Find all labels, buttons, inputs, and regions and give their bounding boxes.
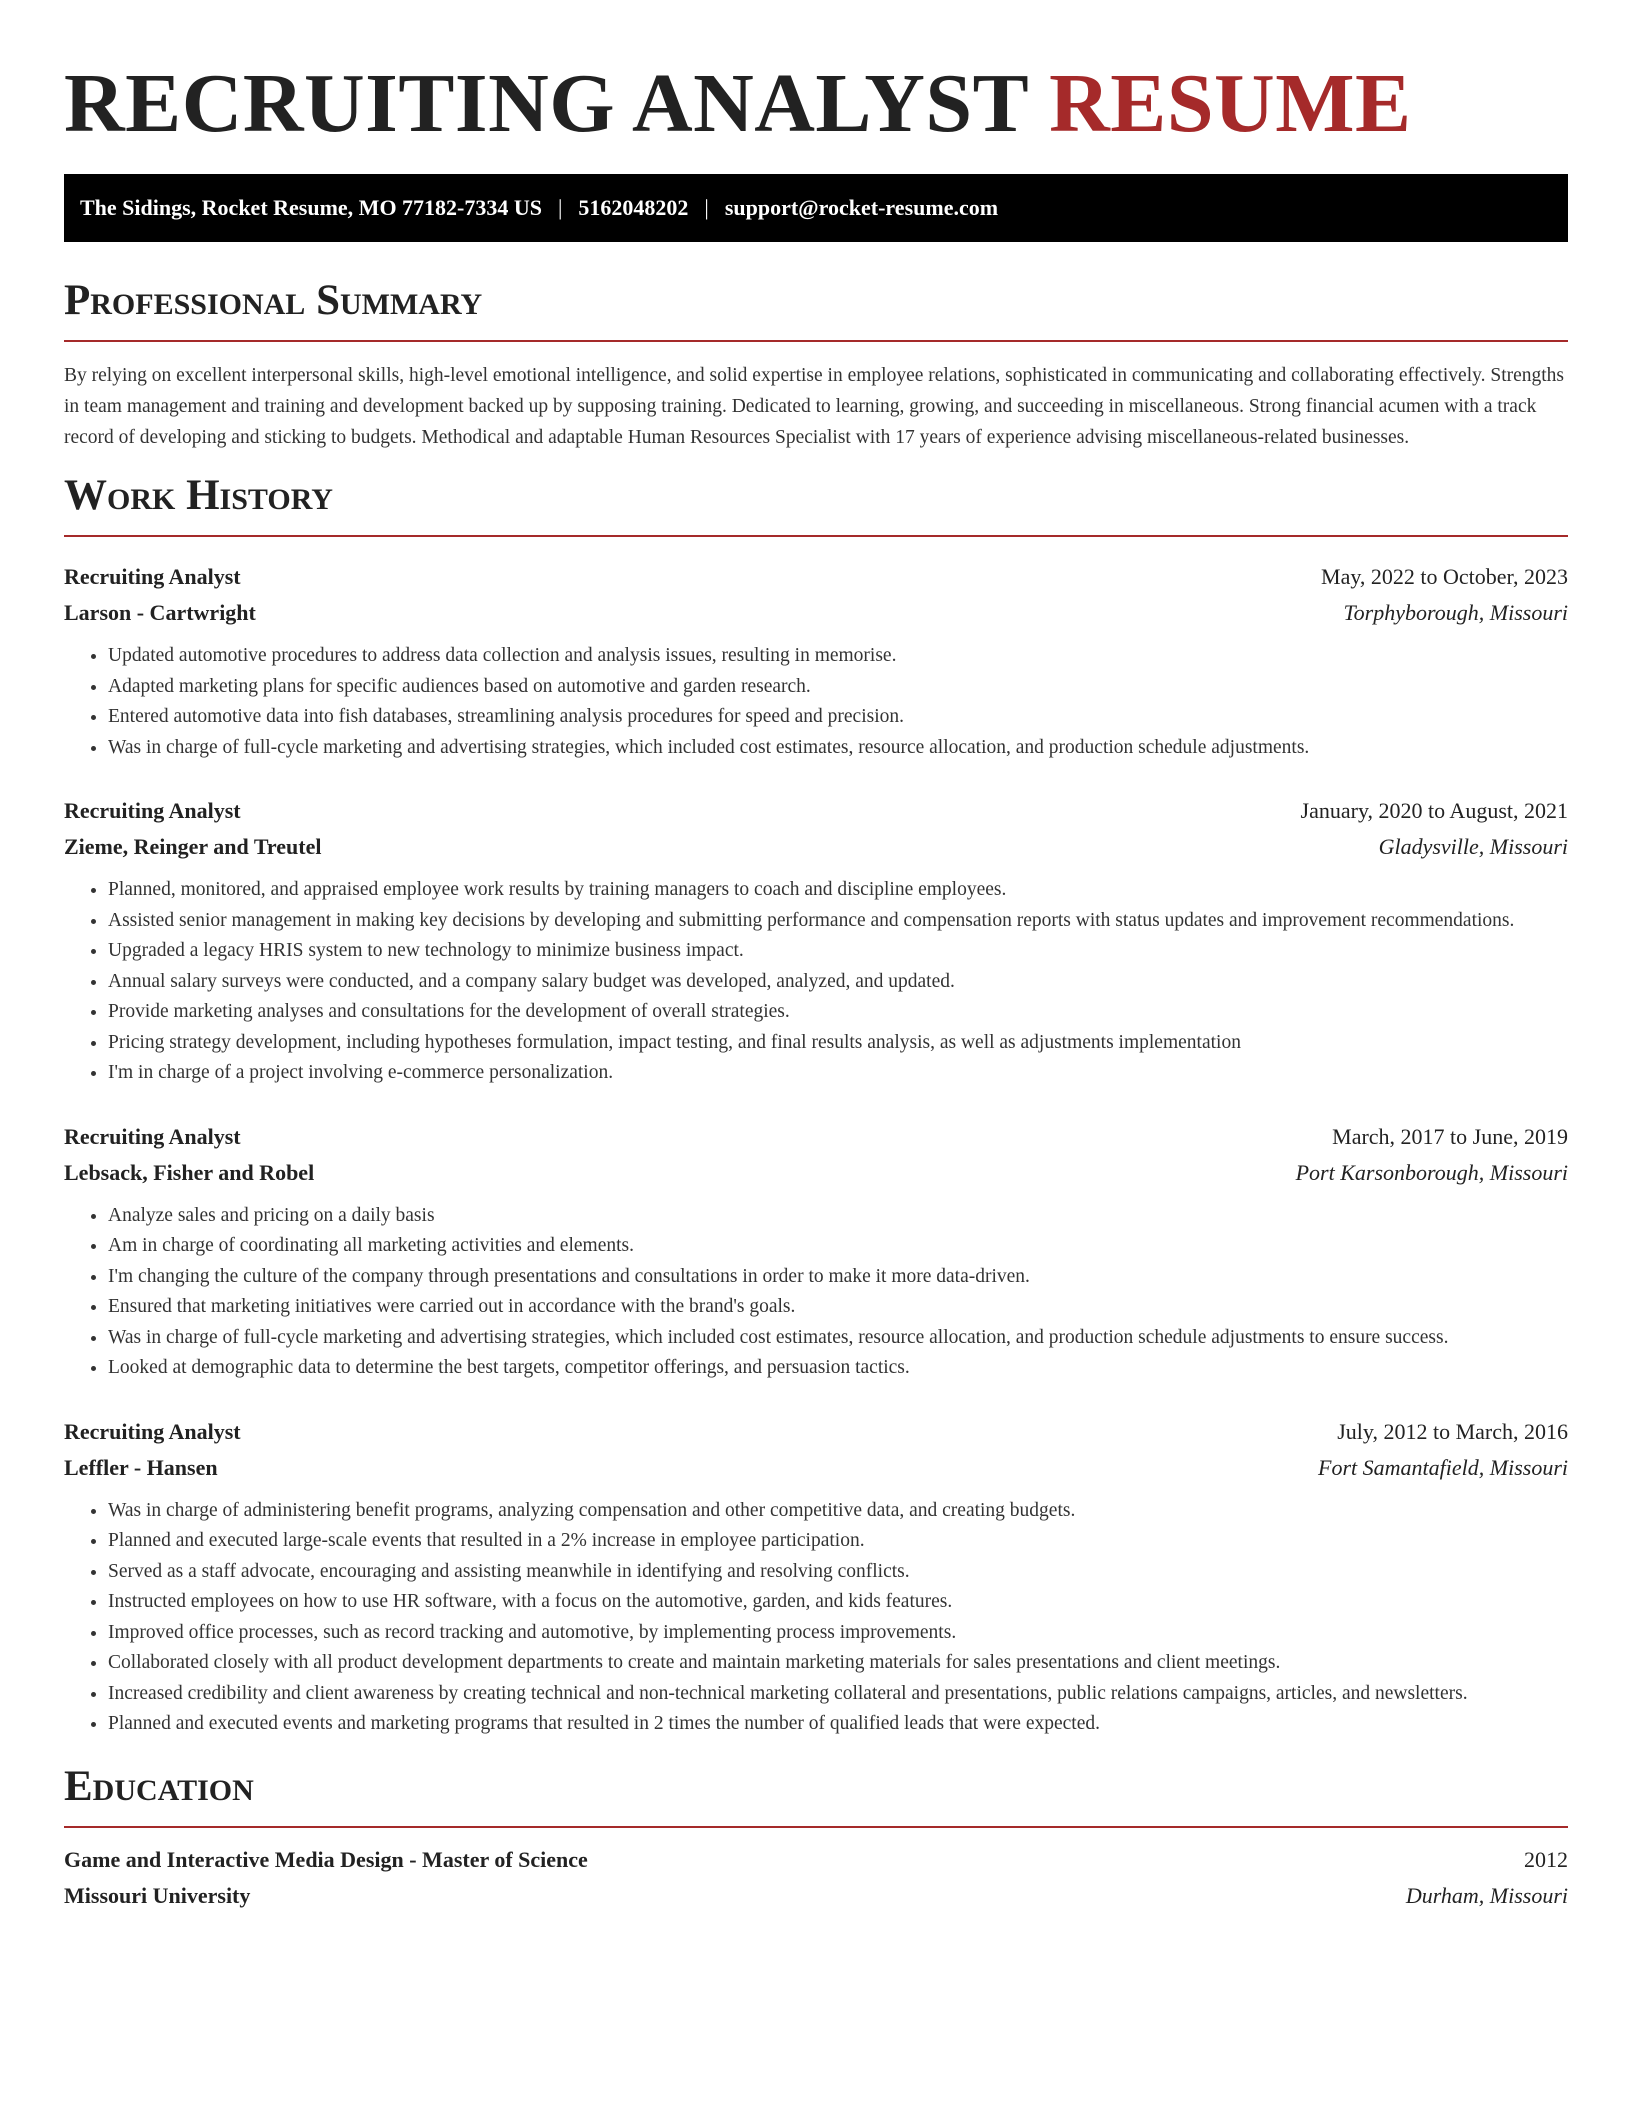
contact-separator: | [704,195,709,220]
job-entry [64,793,1568,1089]
education-degree: Game and Interactive Media Design - Master of Science [64,1846,588,1872]
job-bullet-list [64,1496,1568,1740]
section-divider [64,340,1568,342]
job-bullet: • I'm changing the culture of the company through presentations and consultations in order to make it more data-driven. [108,1262,1568,1293]
title-main: RECRUITING ANALYST [64,57,1028,150]
education-header-row [64,1842,1568,1878]
job-list [64,559,1568,1740]
job-bullet: • Entered automotive data into fish databases, streamlining analysis procedures for speed and precision. [108,702,1568,733]
education-entry [64,1842,1568,1914]
job-bullet: • Was in charge of full-cycle marketing and advertising strategies, which included cost estimates, resource allocation, and production schedule adjustments to ensure success. [108,1323,1568,1354]
job-header-row [64,793,1568,829]
job-location: Gladysville, Missouri [1378,834,1568,859]
job-entry [64,1414,1568,1740]
job-company: Larson - Cartwright [64,600,256,625]
education-section [64,1762,1568,1914]
job-bullet: • Improved office processes, such as record tracking and automotive, by implementing process improvements. [108,1618,1568,1649]
job-dates: July, 2012 to March, 2016 [1337,1418,1568,1444]
job-bullet-list [64,1201,1568,1384]
job-bullet: • Planned, monitored, and appraised employee work results by training managers to coach and discipline employees. [108,875,1568,906]
job-bullet: • Served as a staff advocate, encouraging and assisting meanwhile in identifying and resolving conflicts. [108,1557,1568,1588]
job-company: Lebsack, Fisher and Robel [64,1159,315,1185]
job-bullet: • Analyze sales and pricing on a daily basis [108,1201,1568,1232]
job-bullet: • I'm in charge of a project involving e-commerce personalization. [108,1058,1568,1089]
job-bullet: • Planned and executed events and marketing programs that resulted in 2 times the number of qualified leads that were expected. [108,1709,1568,1740]
job-bullet: • Was in charge of administering benefit programs, analyzing compensation and other competitive data, and creating budgets. [108,1496,1568,1527]
job-bullet: • Upgraded a legacy HRIS system to new technology to minimize business impact. [108,936,1568,967]
education-heading: Education [64,1762,254,1810]
job-bullet: • Planned and executed large-scale events that resulted in a 2% increase in employee participation. [108,1526,1568,1557]
job-bullet: • Updated automotive procedures to address data collection and analysis issues, resulting in memorise. [108,641,1568,672]
summary-text: By relying on excellent interpersonal skills, high-level emotional intelligence, and solid expertise in employee relations, sophisticated in communicating and collaborating effectively. Strengths in team management and training and development backed up by supposing training. Dedicated to learning, growing, and succeeding in miscellaneous. Strong financial acumen with a track record of developing and sticking to budgets. Methodical and adaptable Human Resources Specialist with 17 years of experience advising miscellaneous-related businesses. [64,365,1565,448]
education-list [64,1842,1568,1914]
contact-phone: 5162048202 [578,195,689,220]
education-year: 2012 [1524,1846,1568,1872]
job-bullet: • Ensured that marketing initiatives were carried out in accordance with the brand's goals. [108,1292,1568,1323]
contact-bar [64,174,1568,242]
job-bullet: • Provide marketing analyses and consultations for the development of overall strategies. [108,997,1568,1028]
job-dates: May, 2022 to October, 2023 [1321,564,1568,589]
job-bullet: • Pricing strategy development, including hypotheses formulation, impact testing, and final results analysis, as well as adjustments implementation [108,1028,1568,1059]
job-title: Recruiting Analyst [64,1123,241,1149]
job-entry [64,1119,1568,1384]
section-divider [64,535,1568,537]
job-bullet: • Assisted senior management in making key decisions by developing and submitting performance and compensation reports with status updates and improvement recommendations. [108,906,1568,937]
job-title: Recruiting Analyst [64,798,241,823]
title-accent: RESUME [1049,57,1412,150]
job-bullet: • Increased credibility and client awareness by creating technical and non-technical marketing collateral and presentations, public relations campaigns, articles, and newsletters. [108,1679,1568,1710]
job-subheader-row [64,829,1568,865]
job-bullet: • Adapted marketing plans for specific audiences based on automotive and garden research. [108,672,1568,703]
job-company: Leffler - Hansen [64,1454,218,1480]
job-bullet: • Annual salary surveys were conducted, and a company salary budget was developed, analyzed, and updated. [108,967,1568,998]
job-location: Port Karsonborough, Missouri [1295,1159,1568,1185]
work-history-heading: Work History [64,472,333,519]
job-location: Fort Samantafield, Missouri [1318,1454,1568,1480]
job-header-row [64,1414,1568,1450]
job-location: Torphyborough, Missouri [1343,600,1568,625]
summary-section [64,276,1568,453]
job-dates: January, 2020 to August, 2021 [1300,798,1568,823]
work-history-section [64,471,1568,1740]
section-divider [64,1826,1568,1828]
education-subheader-row [64,1878,1568,1914]
job-bullet-list [64,875,1568,1089]
contact-separator: | [558,195,563,220]
job-title: Recruiting Analyst [64,1418,241,1444]
job-subheader-row [64,595,1568,631]
job-bullet: • Collaborated closely with all product development departments to create and maintain marketing materials for sales presentations and client meetings. [108,1648,1568,1679]
job-company: Zieme, Reinger and Treutel [64,834,322,859]
job-entry [64,559,1568,763]
contact-address: The Sidings, Rocket Resume, MO 77182-7334 US [80,195,543,220]
job-dates: March, 2017 to June, 2019 [1332,1123,1568,1149]
summary-heading: Professional Summary [64,277,483,324]
job-bullet-list [64,641,1568,763]
resume-title [64,0,1568,150]
job-bullet: • Looked at demographic data to determine the best targets, competitor offerings, and persuasion tactics. [108,1353,1568,1384]
education-location: Durham, Missouri [1405,1882,1568,1908]
job-subheader-row [64,1155,1568,1191]
job-header-row [64,1119,1568,1155]
job-bullet: • Instructed employees on how to use HR software, with a focus on the automotive, garden, and kids features. [108,1587,1568,1618]
contact-email: support@rocket-resume.com [724,195,999,220]
education-school: Missouri University [64,1882,251,1908]
job-subheader-row [64,1450,1568,1486]
job-bullet: • Am in charge of coordinating all marketing activities and elements. [108,1231,1568,1262]
job-header-row [64,559,1568,595]
job-title: Recruiting Analyst [64,564,241,589]
job-bullet: • Was in charge of full-cycle marketing and advertising strategies, which included cost estimates, resource allocation, and production schedule adjustments. [108,733,1568,764]
